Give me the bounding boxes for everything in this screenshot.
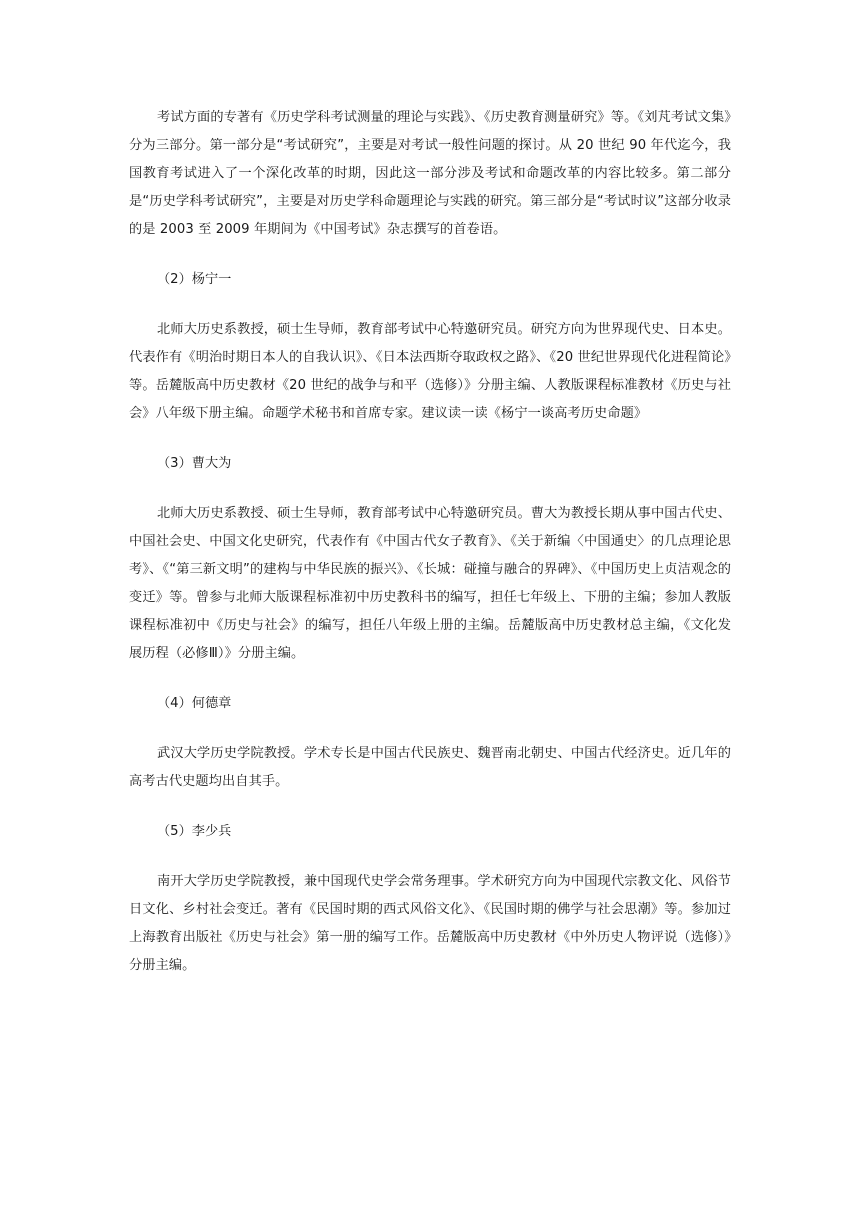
heading-li-shaobing: （5）李少兵	[157, 824, 232, 839]
heading-cao-dawei: （3）曹大为	[157, 456, 232, 471]
paragraph-yang-ningyi: 北师大历史系教授，硕士生导师，教育部考试中心特邀研究员。研究方向为世界现代史、日本史。代表作有《明治时期日本人的自我认识》、《日本法西斯夺取政权之路》、《20 世纪世界现代化进程简论》等。岳麓版高中历史教材《20 世纪的战争与和平（选修）》分册主编、人教版课程标准教材《历史与社会》八年级下册主编。命题学术秘书和首席专家。建议读一读《杨宁一谈高考历史命题》	[129, 322, 731, 421]
document-page	[129, 104, 731, 980]
paragraph-cao-dawei: 北师大历史系教授、硕士生导师，教育部考试中心特邀研究员。曹大为教授长期从事中国古代史、中国社会史、中国文化史研究，代表作有《中国古代女子教育》、《关于新编〈中国通史〉的几点理论思考》、《“第三新文明”的建构与中华民族的振兴》、《长城：碰撞与融合的界碑》、《中国历史上贞洁观念的变迁》等。曾参与北师大版课程标准初中历史教科书的编写，担任七年级上、下册的主编；参加人教版课程标准初中《历史与社会》的编写，担任八年级上册的主编。岳麓版高中历史教材总主编，《文化发展历程（必修Ⅲ）》分册主编。	[129, 506, 731, 661]
paragraph-li-shaobing: 南开大学历史学院教授，兼中国现代史学会常务理事。学术研究方向为中国现代宗教文化、风俗节日文化、乡村社会变迁。著有《民国时期的西式风俗文化》、《民国时期的佛学与社会思潮》等。参加过上海教育出版社《历史与社会》第一册的编写工作。岳麓版高中历史教材《中外历史人物评说（选修）》分册主编。	[129, 874, 731, 973]
paragraph-he-dezhang: 武汉大学历史学院教授。学术专长是中国古代民族史、魏晋南北朝史、中国古代经济史。近几年的高考古代史题均出自其手。	[129, 746, 731, 789]
heading-yang-ningyi: （2）杨宁一	[157, 272, 232, 287]
paragraph-exam-books: 考试方面的专著有《历史学科考试测量的理论与实践》、《历史教育测量研究》等。《刘芃考试文集》分为三部分。第一部分是“考试研究”，主要是对考试一般性问题的探讨。从 20 世纪 90 年代迄今，我国教育考试进入了一个深化改革的时期，因此这一部分涉及考试和命题改革的内容比较多。第二部分是“历史学科考试研究”，主要是对历史学科命题理论与实践的研究。第三部分是“考试时议”这部分收录的是 2003 至 2009 年期间为《中国考试》杂志撰写的首卷语。	[129, 110, 731, 237]
heading-he-dezhang: （4）何德章	[157, 696, 232, 711]
